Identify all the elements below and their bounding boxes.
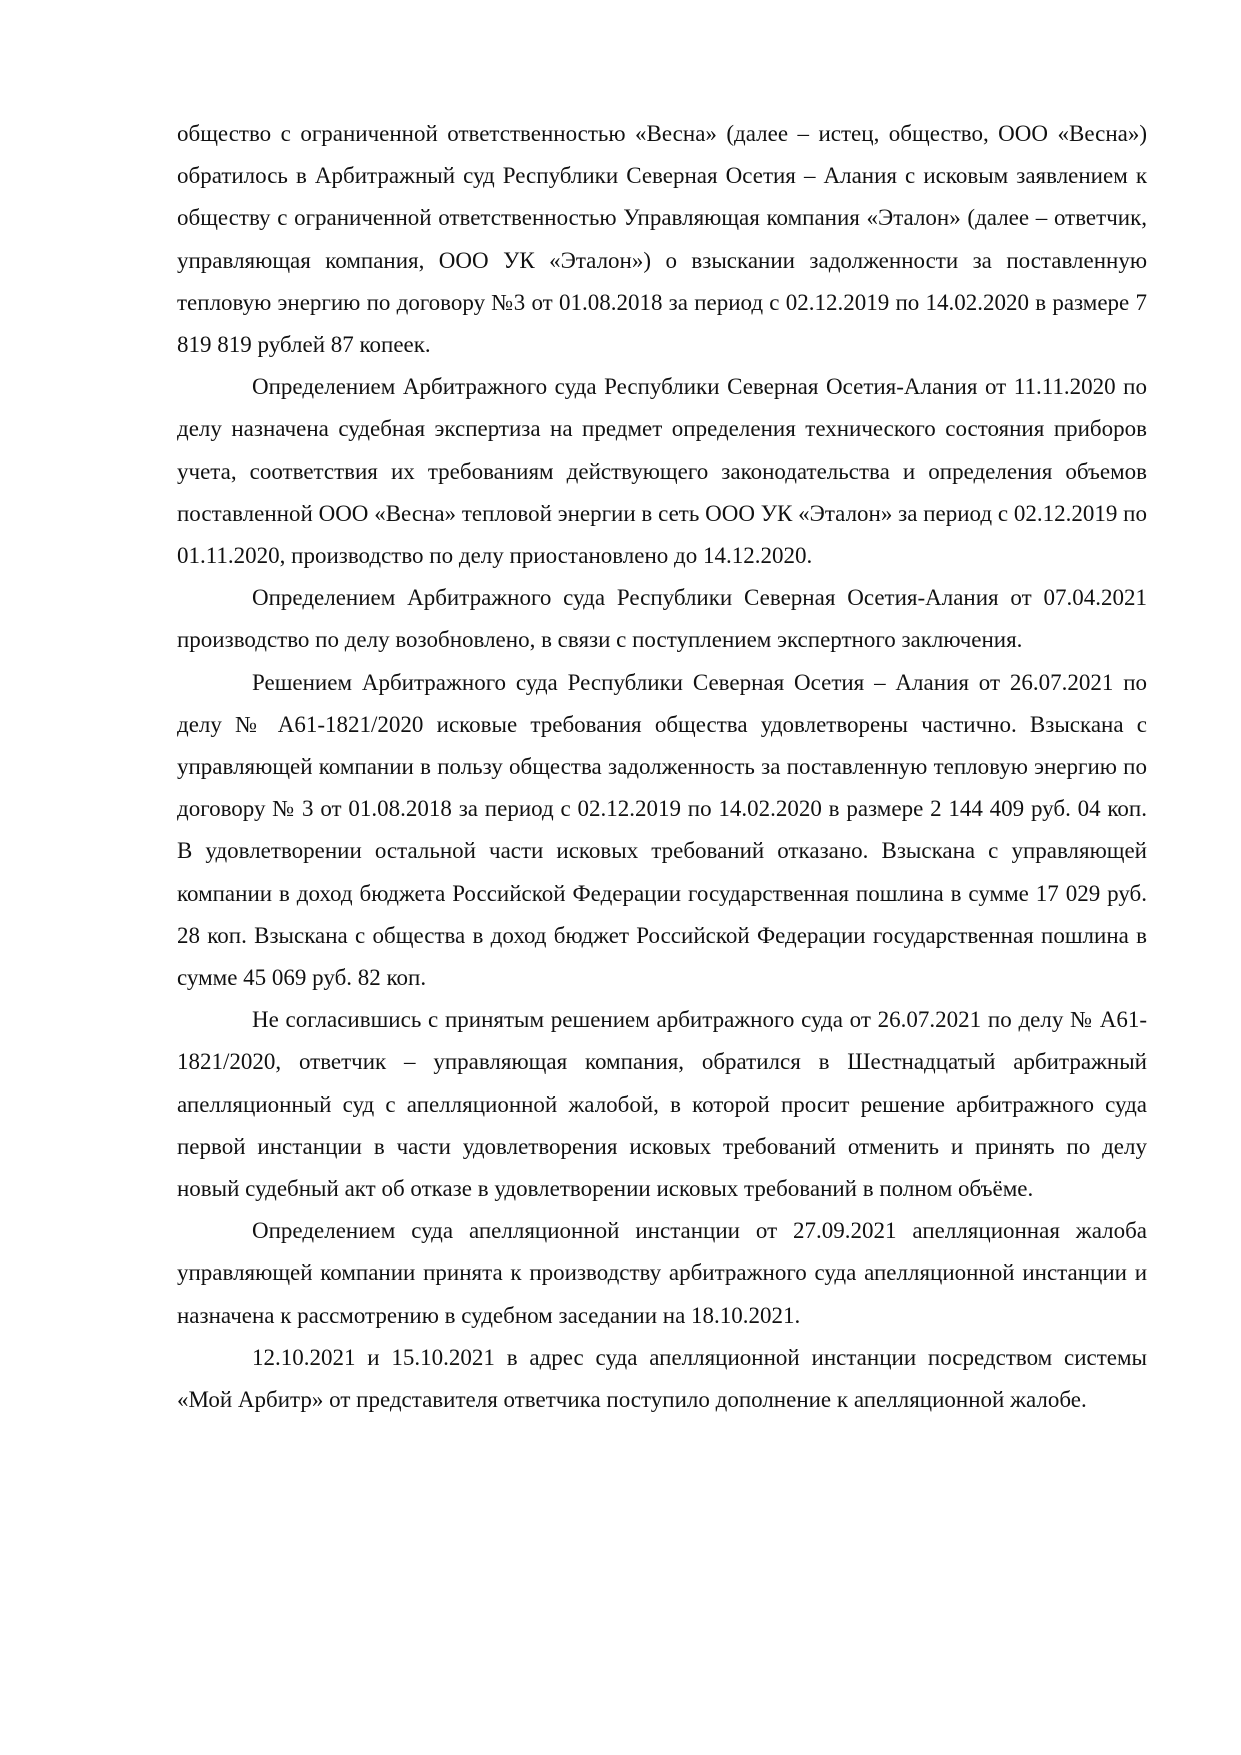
paragraph-appeal-supplement: 12.10.2021 и 15.10.2021 в адрес суда апелляционной инстанции посредством системы «Мой Арбитр» от представителя ответчика поступило дополнение к апелляционной жалобе. [177, 1344, 1147, 1413]
paragraph-appeal: Не согласившись с принятым решением арбитражного суда от 26.07.2021 по делу № А61-1821/2020, ответчик – управляющая компания, обратился в Шестнадцатый арбитражный апелляционный суд с апелляционной жалобой, в которой просит решение арбитражного суда первой инстанции в части удовлетворения исковых требований отменить и принять по делу новый судебный акт об отказе в удовлетворении исковых требований в полном объёме. [177, 1007, 1147, 1202]
paragraph-claim: общество с ограниченной ответственностью «Весна» (далее – истец, общество, ООО «Весна») обратилось в Арбитражный суд Республики Северная Осетия – Алания с исковым заявлением к обществу с ограниченной ответственностью Управляющая компания «Эталон» (далее – ответчик, управляющая компания, ООО УК «Эталон») о взыскании задолженности за поставленную тепловую энергию по договору №3 от 01.08.2018 за период с 02.12.2019 по 14.02.2020 в размере 7 819 819 рублей 87 копеек. [177, 121, 1147, 358]
paragraph-decision: Решением Арбитражного суда Республики Северная Осетия – Алания от 26.07.2021 по делу № А61-1821/2020 исковые требования общества удовлетворены частично. Взыскана с управляющей компании в пользу общества задолженность за поставленную тепловую энергию по договору № 3 от 01.08.2018 за период с 02.12.2019 по 14.02.2020 в размере 2 144 409 руб. 04 коп. В удовлетворении остальной части исковых требований отказано. Взыскана с управляющей компании в доход бюджета Российской Федерации государственная пошлина в сумме 17 029 руб. 28 коп. Взыскана с общества в доход бюджет Российской Федерации государственная пошлина в сумме 45 069 руб. 82 коп. [177, 669, 1147, 991]
paragraph-appeal-accepted: Определением суда апелляционной инстанции от 27.09.2021 апелляционная жалоба управляющей компании принята к производству арбитражного суда апелляционной инстанции и назначена к рассмотрению в судебном заседании на 18.10.2021. [177, 1218, 1147, 1328]
paragraph-expertise-order: Определением Арбитражного суда Республики Северная Осетия-Алания от 11.11.2020 по делу назначена судебная экспертиза на предмет определения технического состояния приборов учета, соответствия их требованиям действующего законодательства и определения объемов поставленной ООО «Весна» тепловой энергии в сеть ООО УК «Эталон» за период с 02.12.2019 по 01.11.2020, производство по делу приостановлено до 14.12.2020. [177, 374, 1147, 569]
paragraph-resumption-order: Определением Арбитражного суда Республики Северная Осетия-Алания от 07.04.2021 производство по делу возобновлено, в связи с поступлением экспертного заключения. [177, 585, 1147, 653]
document-body [177, 113, 1147, 1421]
